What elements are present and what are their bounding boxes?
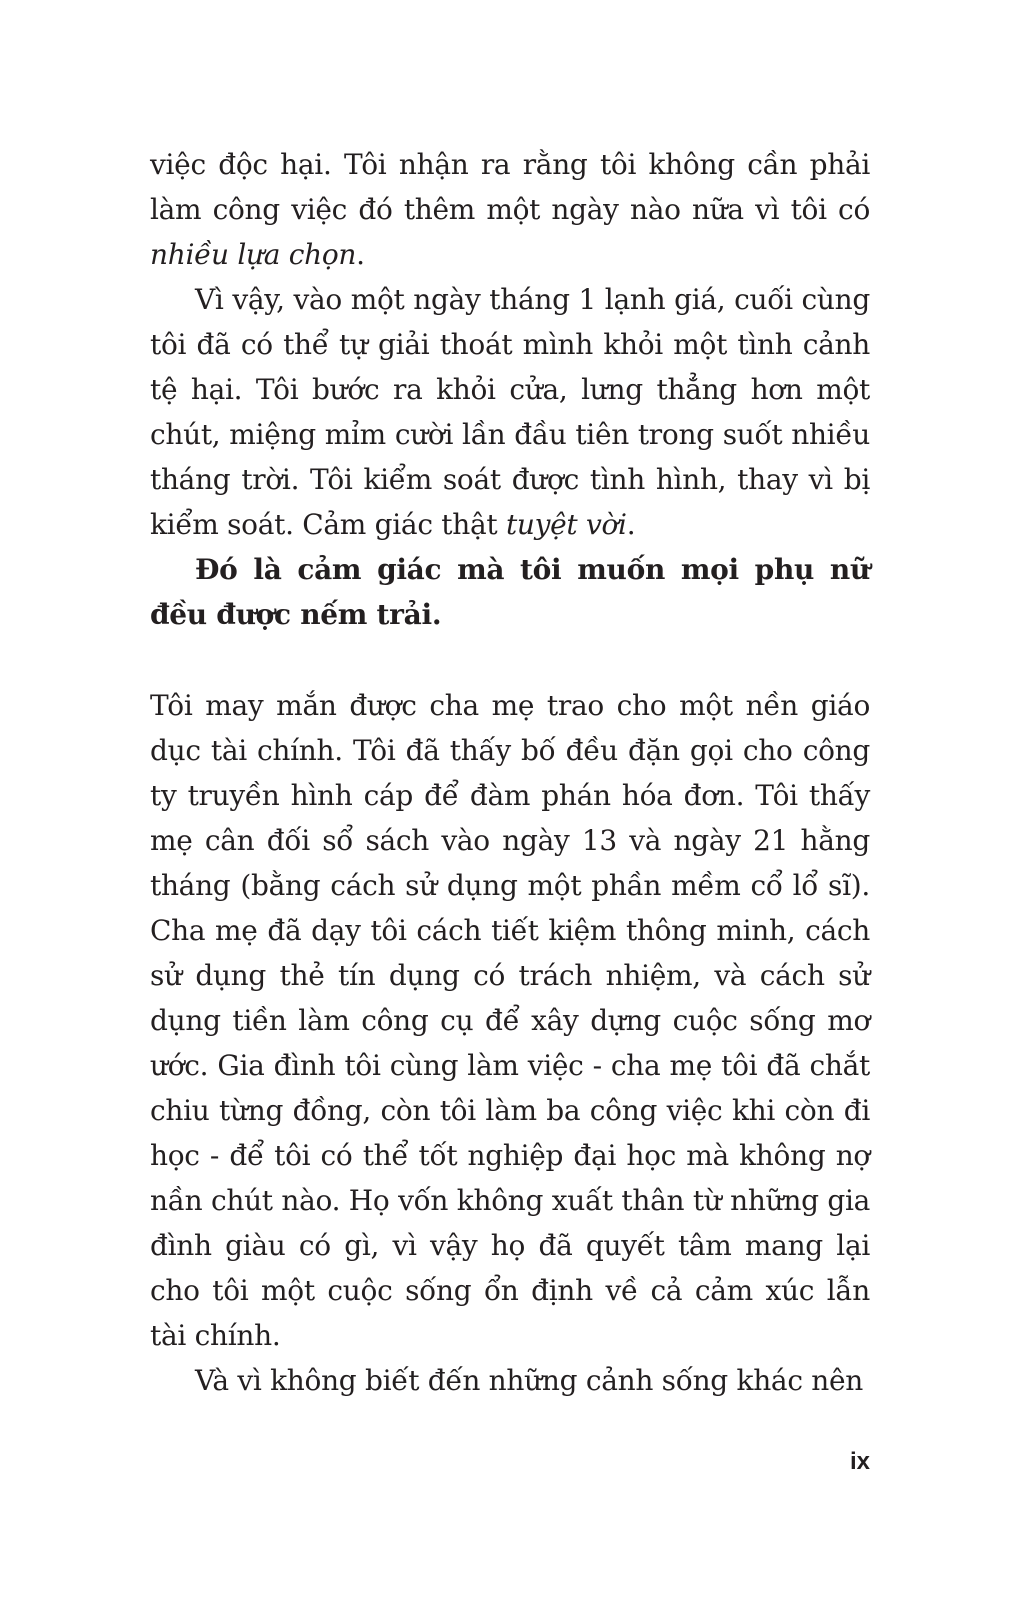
italic-text: nhiều lựa chọn: [150, 238, 357, 271]
page-number: ix: [849, 1448, 870, 1475]
paragraph: [150, 277, 870, 547]
paragraph: [150, 142, 870, 277]
italic-text: tuyệt vời: [505, 508, 627, 541]
paragraph-text: việc độc hại. Tôi nhận ra rằng tôi không cần phải làm công việc đó thêm một ngày nào nữa vì tôi có: [150, 148, 870, 226]
paragraph-text: Đó là cảm giác mà tôi muốn mọi phụ nữ đều được nếm trải.: [150, 553, 870, 631]
paragraph: [150, 683, 870, 1358]
paragraph-text: .: [626, 508, 636, 541]
paragraph: [150, 1358, 870, 1403]
paragraph-text: Vì vậy, vào một ngày tháng 1 lạnh giá, cuối cùng tôi đã có thể tự giải thoát mình khỏi một tình cảnh tệ hại. Tôi bước ra khỏi cửa, lưng thẳng hơn một chút, miệng mỉm cười lần đầu tiên trong suốt nhiều tháng trời. Tôi kiểm soát được tình hình, thay vì bị kiểm soát. Cảm giác thật: [150, 283, 870, 541]
page-body: [150, 142, 870, 1403]
paragraph-text: Tôi may mắn được cha mẹ trao cho một nền giáo dục tài chính. Tôi đã thấy bố đều đặn gọi cho công ty truyền hình cáp để đàm phán hóa đơn. Tôi thấy mẹ cân đối sổ sách vào ngày 13 và ngày 21 hằng tháng (bằng cách sử dụng một phần mềm cổ lổ sĩ). Cha mẹ đã dạy tôi cách tiết kiệm thông minh, cách sử dụng thẻ tín dụng có trách nhiệm, và cách sử dụng tiền làm công cụ để xây dựng cuộc sống mơ ước. Gia đình tôi cùng làm việc - cha mẹ tôi đã chắt chiu từng đồng, còn tôi làm ba công việc khi còn đi học - để tôi có thể tốt nghiệp đại học mà không nợ nần chút nào. Họ vốn không xuất thân từ những gia đình giàu có gì, vì vậy họ đã quyết tâm mang lại cho tôi một cuộc sống ổn định về cả cảm xúc lẫn tài chính.: [150, 689, 870, 1352]
bold-paragraph: [150, 547, 870, 637]
paragraph-text: Và vì không biết đến những cảnh sống khác nên: [195, 1364, 864, 1397]
paragraph-text: .: [356, 238, 365, 271]
